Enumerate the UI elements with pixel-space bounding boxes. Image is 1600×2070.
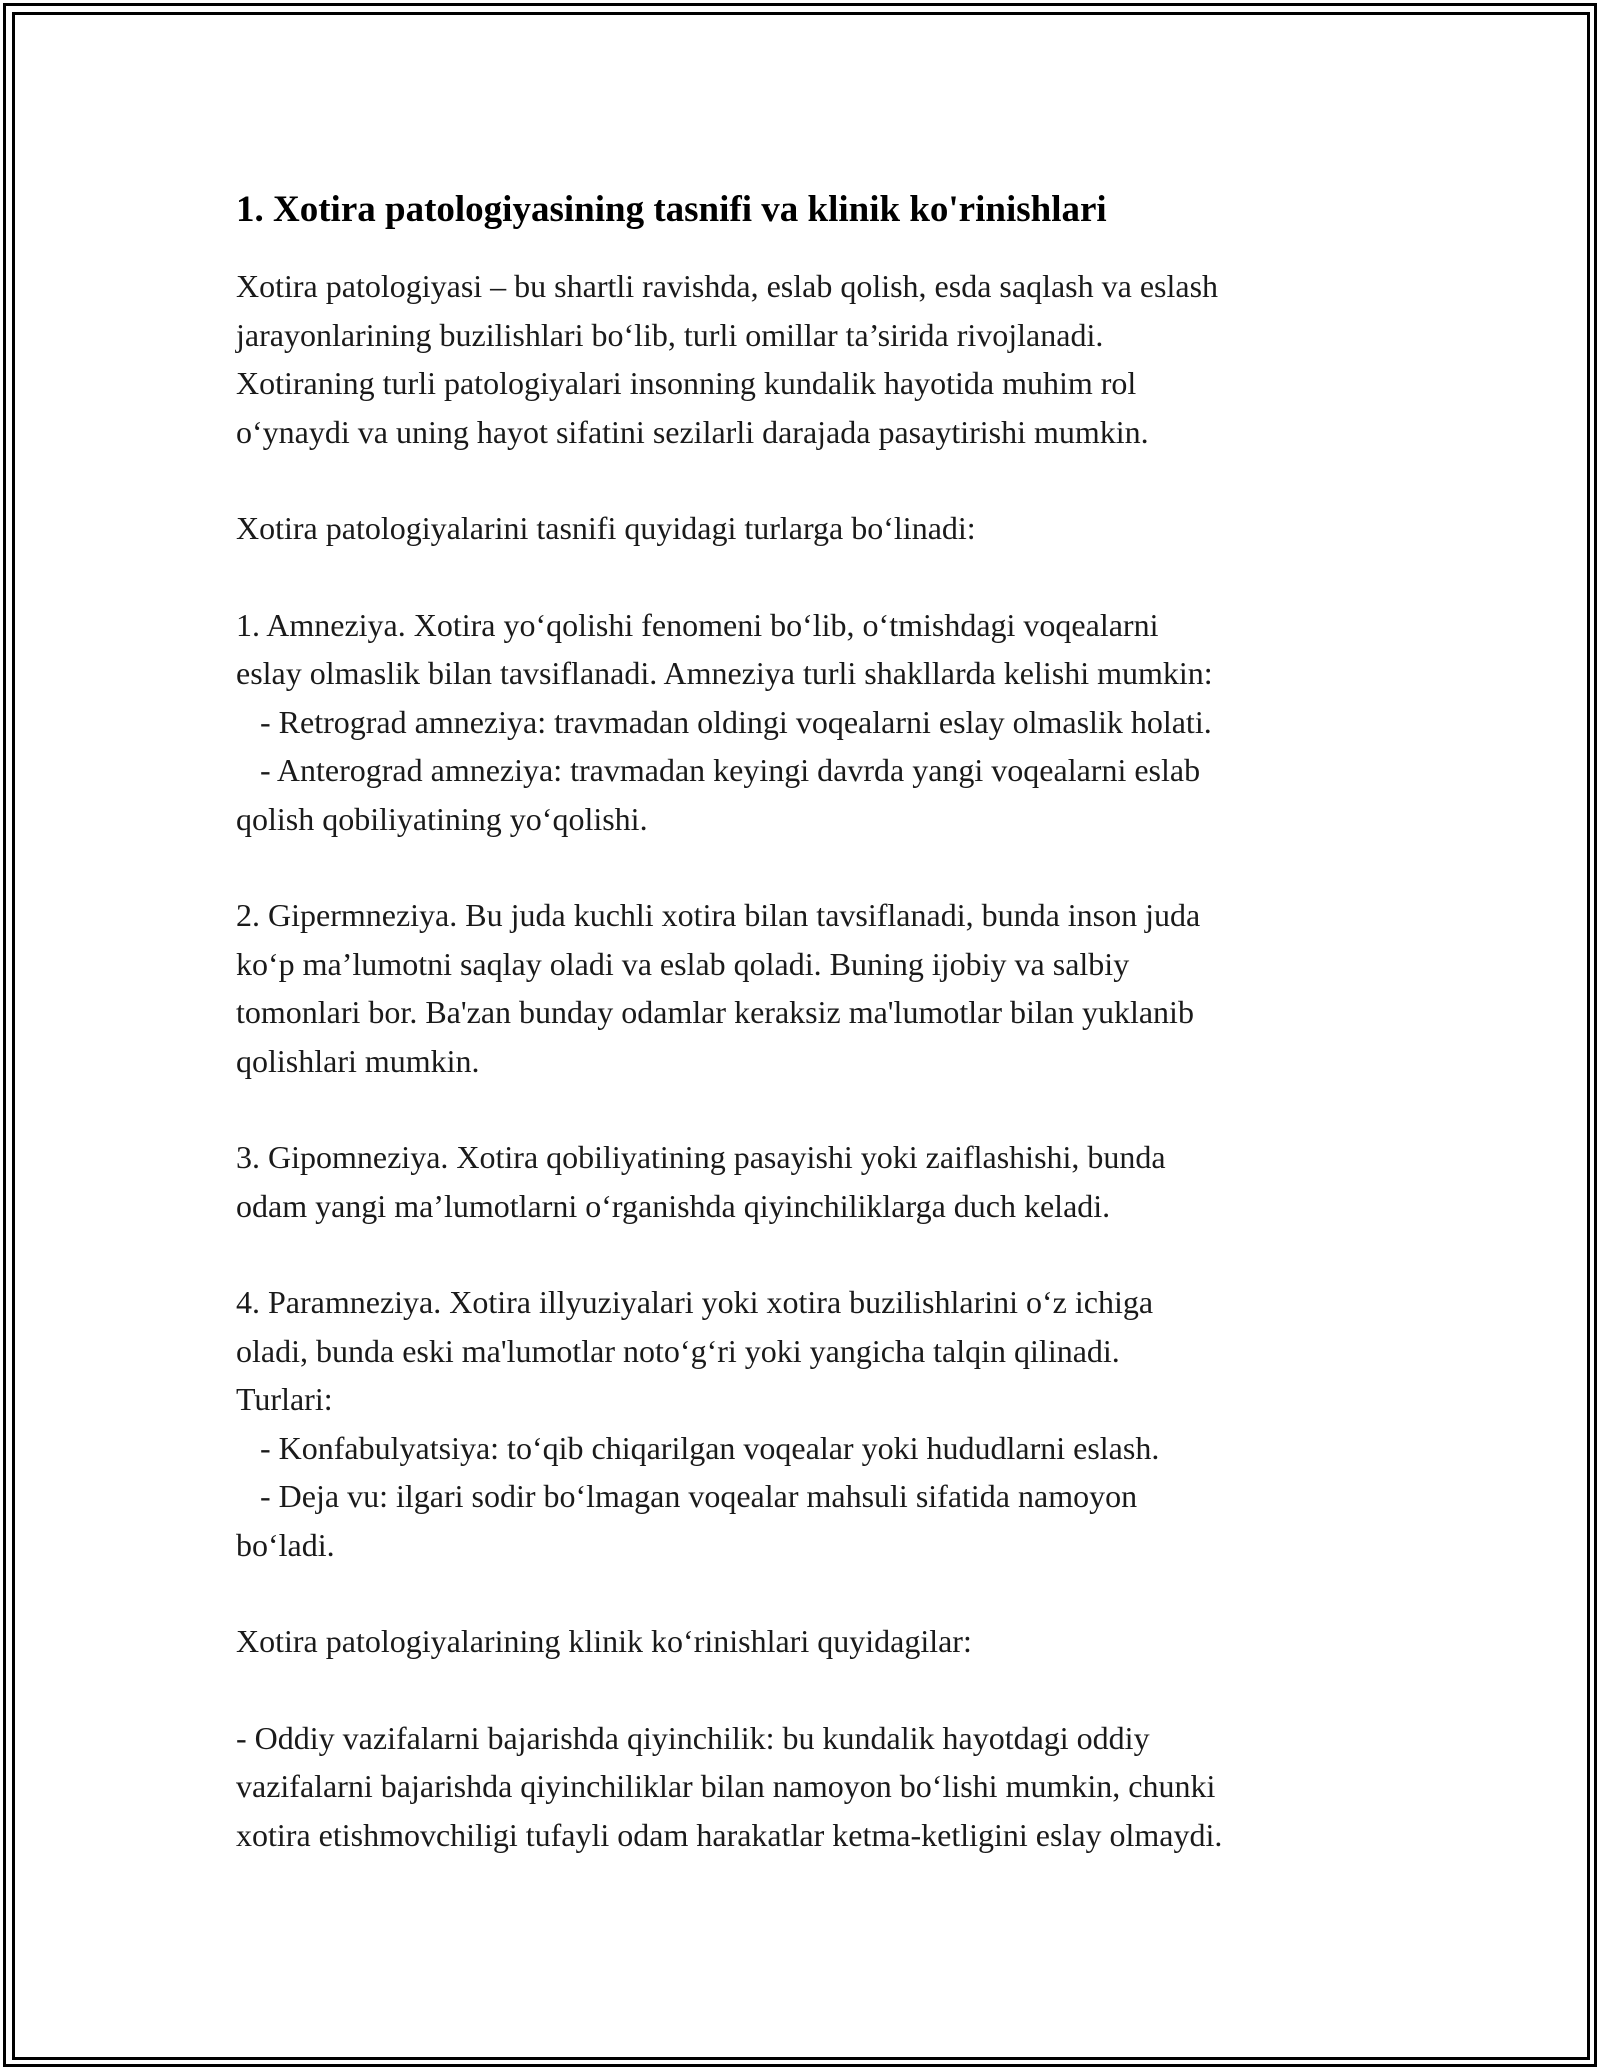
paragraph-clinical-intro (236, 1617, 1396, 1666)
list-item: - Anterograd amneziya: travmadan keyingi davrda yangi voqealarni eslab (236, 752, 1201, 788)
text-line: xotira etishmovchiligi tufayli odam harakatlar ketma-ketligini eslay olmaydi. (236, 1816, 1223, 1853)
text-line: Xotira patologiyalarining klinik ko‘rinishlari quyidagilar: (236, 1623, 972, 1659)
text-line: Turlari: (236, 1381, 333, 1417)
text-line: bo‘ladi. (236, 1526, 335, 1563)
paragraph-classification-intro (236, 504, 1396, 553)
document-body (236, 186, 1396, 1907)
list-item: - Retrograd amneziya: travmadan oldingi voqealarni eslay olmaslik holati. (236, 703, 1212, 740)
text-line: qolishlari mumkin. (236, 1042, 480, 1079)
text-line: 1. Amneziya. Xotira yo‘qolishi fenomeni bo‘lib, o‘tmishdagi voqealarni (236, 606, 1159, 643)
text-line: vazifalarni bajarishda qiyinchiliklar bilan namoyon bo‘lishi mumkin, chunki (236, 1768, 1216, 1804)
list-item: - Oddiy vazifalarni bajarishda qiyinchilik: bu kundalik hayotdagi oddiy (236, 1719, 1150, 1756)
text-line: Xotira patologiyalarini tasnifi quyidagi turlarga bo‘linadi: (236, 510, 976, 546)
text-line: ko‘p ma’lumotni saqlay oladi va eslab qoladi. Buning ijobiy va salbiy (236, 945, 1130, 982)
text-line: oladi, bunda eski ma'lumotlar noto‘g‘ri yoki yangicha talqin qilinadi. (236, 1332, 1120, 1369)
text-line: 3. Gipomneziya. Xotira qobiliyatining pasayishi yoki zaiflashishi, bunda (236, 1139, 1166, 1175)
text-line: Xotira patologiyasi – bu shartli ravishda, eslab qolish, esda saqlash va eslash (236, 268, 1219, 304)
paragraph-clinical-item (236, 1714, 1396, 1860)
paragraph-gipomneziya (236, 1133, 1396, 1230)
text-line: Xotiraning turli patologiyalari insonning kundalik hayotida muhim rol (236, 365, 1137, 401)
paragraph-amneziya (236, 601, 1396, 844)
text-line: 2. Gipermneziya. Bu juda kuchli xotira bilan tavsiflanadi, bunda inson juda (236, 897, 1201, 933)
text-line: jarayonlarining buzilishlari bo‘lib, turli omillar ta’sirida rivojlanadi. (236, 316, 1104, 353)
list-item: - Deja vu: ilgari sodir bo‘lmagan voqealar mahsuli sifatida namoyon (236, 1478, 1138, 1514)
paragraph-intro (236, 262, 1396, 456)
text-line: odam yangi ma’lumotlarni o‘rganishda qiyinchiliklarga duch keladi. (236, 1187, 1111, 1224)
section-heading: 1. Xotira patologiyasining tasnifi va klinik ko'rinishlari (236, 189, 1107, 230)
paragraph-gipermneziya (236, 891, 1396, 1085)
paragraph-paramneziya (236, 1278, 1396, 1569)
text-line: eslay olmaslik bilan tavsiflanadi. Amneziya turli shakllarda kelishi mumkin: (236, 655, 1213, 691)
text-line: tomonlari bor. Ba'zan bunday odamlar keraksiz ma'lumotlar bilan yuklanib (236, 994, 1194, 1030)
text-line: o‘ynaydi va uning hayot sifatini sezilarli darajada pasaytirishi mumkin. (236, 413, 1149, 450)
text-line: 4. Paramneziya. Xotira illyuziyalari yoki xotira buzilishlarini o‘z ichiga (236, 1284, 1154, 1320)
list-item: - Konfabulyatsiya: to‘qib chiqarilgan voqealar yoki hududlarni eslash. (236, 1429, 1160, 1466)
text-line: qolish qobiliyatining yo‘qolishi. (236, 800, 648, 837)
